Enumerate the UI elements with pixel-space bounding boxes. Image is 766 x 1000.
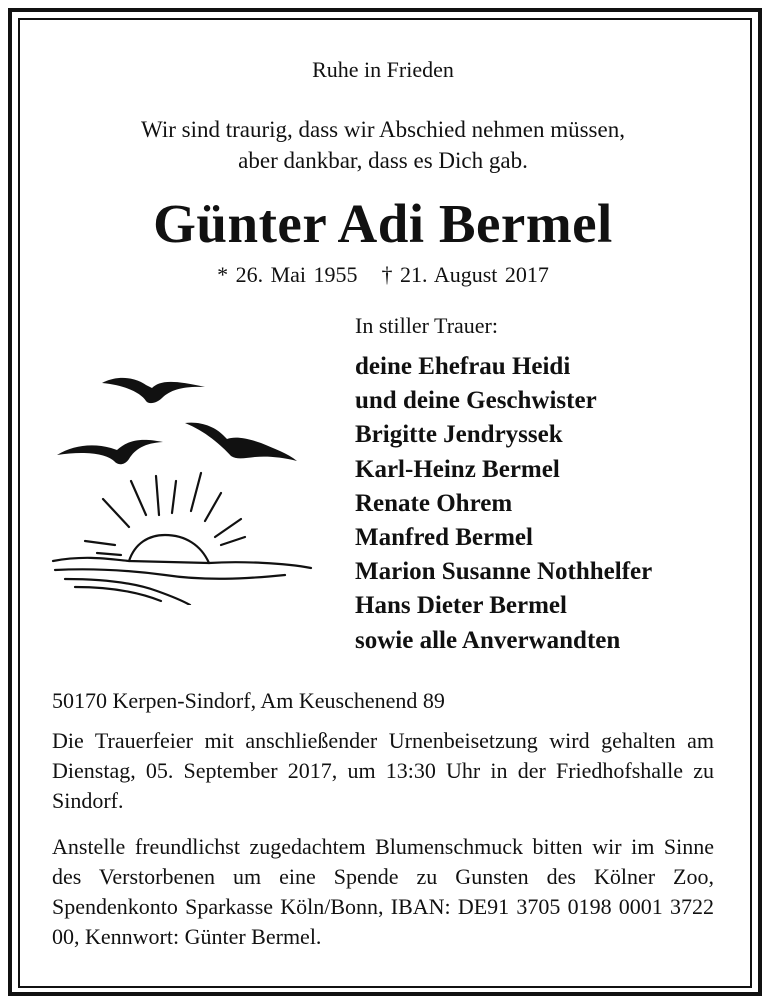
bird-icon (102, 378, 205, 403)
intro-text (0, 114, 766, 176)
ceremony-text: Die Trauerfeier mit anschließender Urnenbeisetzung wird gehalten am Dienstag, 05. September 2017, um 13:30 Uhr in der Friedhofshalle zu Sindorf. (52, 728, 714, 813)
greeting: Ruhe in Frieden (312, 57, 454, 82)
death-date: † 21. August 2017 (381, 262, 549, 287)
mourner: Karl-Heinz Bermel (355, 455, 560, 483)
life-dates (0, 262, 766, 288)
mourner: Manfred Bermel (355, 524, 533, 552)
deceased-name: Günter Adi Bermel (153, 193, 613, 254)
mourner: Hans Dieter Bermel (355, 592, 567, 620)
intro-line-2: aber dankbar, dass es Dich gab. (238, 148, 528, 173)
mourning-label: In stiller Trauer: (355, 313, 498, 338)
mourner: sowie alle Anverwandten (355, 626, 621, 654)
mourners-list (355, 350, 652, 658)
mourner: Brigitte Jendryssek (355, 421, 563, 449)
mourner: Renate Ohrem (355, 489, 513, 517)
bird-icon (185, 423, 297, 461)
birth-date: * 26. Mai 1955 (217, 262, 358, 287)
mourner: deine Ehefrau Heidi (355, 353, 571, 380)
mourner: und deine Geschwister (355, 387, 597, 415)
intro-line-1: Wir sind traurig, dass wir Abschied nehmen müssen, (141, 117, 625, 142)
address: 50170 Kerpen-Sindorf, Am Keuschenend 89 (52, 688, 445, 713)
bird-icon (57, 440, 163, 464)
birds-over-sunset-icon (45, 365, 315, 605)
mourner: Marion Susanne Nothhelfer (355, 558, 653, 586)
donation-text: Anstelle freundlichst zugedachtem Blumenschmuck bitten wir im Sinne des Verstorbenen um eine Spende zu Gunsten des Kölner Zoo, Spendenkonto Sparkasse Köln/Bonn, IBAN: DE91 3705 0198 0001 3722 00, Kennwort: Günter Bermel. (52, 834, 714, 949)
